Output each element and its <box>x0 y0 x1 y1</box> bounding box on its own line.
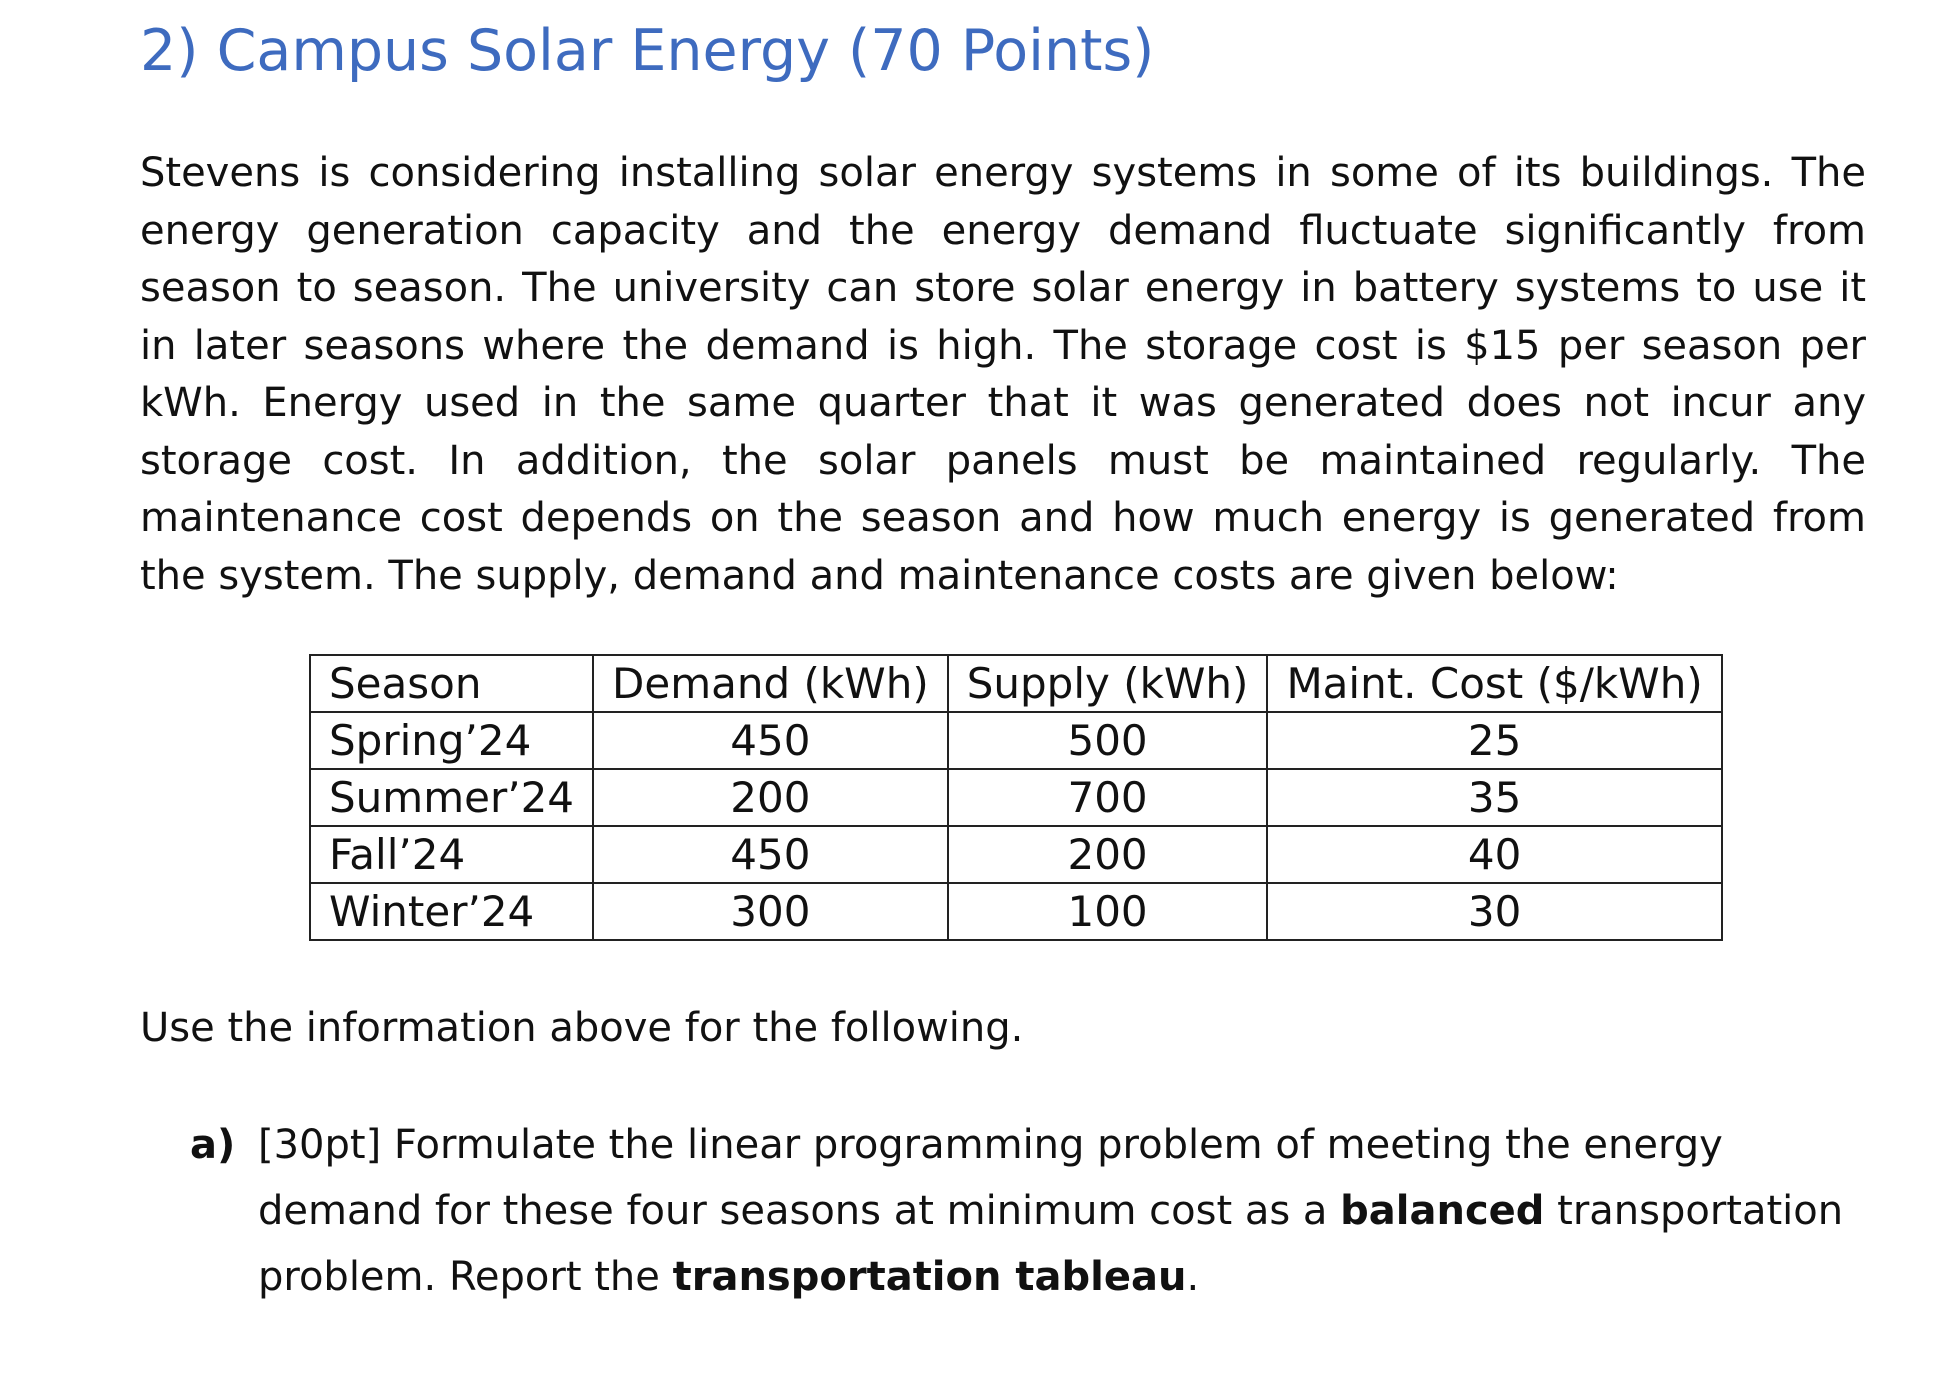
instruction-text: Use the information above for the following. <box>140 1005 1024 1051</box>
question-text-part: transportation problem. Report the <box>258 1188 1844 1300</box>
table-row <box>310 826 1722 883</box>
cell-demand: 200 <box>593 769 948 826</box>
table-row <box>310 883 1722 940</box>
cell-supply: 100 <box>948 883 1268 940</box>
cell-demand: 450 <box>593 712 948 769</box>
question-a <box>190 1112 1870 1310</box>
table-row <box>310 712 1722 769</box>
header-maint-cost: Maint. Cost ($/kWh) <box>1267 655 1721 712</box>
cell-maint-cost: 25 <box>1267 712 1721 769</box>
cell-supply: 700 <box>948 769 1268 826</box>
cell-demand: 450 <box>593 826 948 883</box>
question-text <box>258 1112 1870 1310</box>
cell-supply: 500 <box>948 712 1268 769</box>
season-data-table <box>309 654 1723 941</box>
cell-maint-cost: 35 <box>1267 769 1721 826</box>
cell-supply: 200 <box>948 826 1268 883</box>
question-label: a) <box>190 1122 236 1168</box>
cell-season: Winter’24 <box>310 883 593 940</box>
question-text-part: [30pt] Formulate the linear programming problem of meeting the energy demand for these four seasons at minimum cost as a <box>258 1122 1723 1234</box>
section-title: 2) Campus Solar Energy (70 Points) <box>140 18 1155 84</box>
table-header-row <box>310 655 1722 712</box>
cell-maint-cost: 30 <box>1267 883 1721 940</box>
cell-season: Summer’24 <box>310 769 593 826</box>
cell-maint-cost: 40 <box>1267 826 1721 883</box>
header-demand: Demand (kWh) <box>593 655 948 712</box>
header-season: Season <box>310 655 593 712</box>
header-supply: Supply (kWh) <box>948 655 1268 712</box>
table-row <box>310 769 1722 826</box>
emphasis-transportation-tableau: transportation tableau <box>672 1254 1187 1300</box>
cell-season: Fall’24 <box>310 826 593 883</box>
intro-paragraph: Stevens is considering installing solar energy systems in some of its buildings. The energy generation capacity and the energy demand fluctuate significantly from season to season. The university can store solar energy in battery systems to use it in later seasons where the demand is high. The storage cost is $15 per season per kWh. Energy used in the same quarter that it was generated does not incur any storage cost. In addition, the solar panels must be maintained regularly. The maintenance cost depends on the season and how much energy is generated from the system. The supply, demand and maintenance costs are given below: <box>140 150 1866 599</box>
question-text-part: . <box>1186 1254 1200 1300</box>
emphasis-balanced: balanced <box>1340 1188 1545 1234</box>
cell-season: Spring’24 <box>310 712 593 769</box>
cell-demand: 300 <box>593 883 948 940</box>
